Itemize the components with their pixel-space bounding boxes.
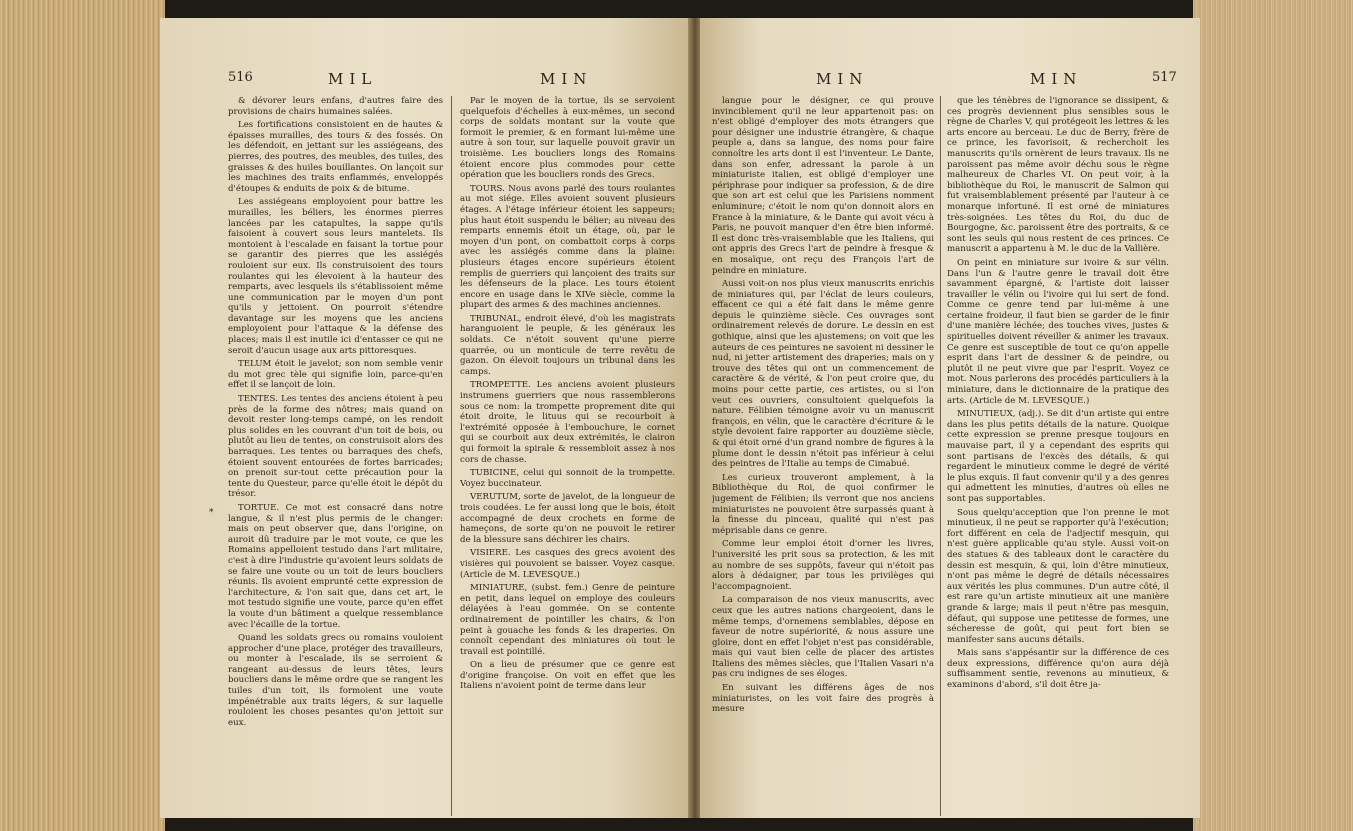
paragraph: Aussi voit-on nos plus vieux manuscrits enrichis de miniatures qui, par l'éclat de leurs couleurs, effacent ce qui a été fait dans le même genre depuis le quinzième siècle. Ces ouvrages sont ordinairement relevés de dorure. Le dessin en est gothique, ainsi que les ajustemens; on voit que les auteurs de ces peintures ne savoient ni dessiner le nud, ni jetter artistement des draperies; mais on y trouve des têtes qui ont un commencement de caractère & de vérité, & l'on peut croire que, du moins pour cette partie, ces artistes, ou si l'on veut ces ouvriers, consultoient quelquefois la nature. Félibien témoigne avoir vu un manuscrit françois, en vélin, que le caractère d'écriture & le style devoient faire rapporter au douzième siècle, & qui étoit orné d'un grand nombre de figures à la plume dont le dessin n'étoit pas inférieur à celui des peintres de l'Italie au temps de Cimabué. <box>712 279 934 470</box>
paragraph: TUBICINE, celui qui sonnoit de la trompette. Voyez buccinateur. <box>460 468 675 489</box>
right-page-edges <box>1193 0 1353 831</box>
running-head-right-1: MIN <box>816 70 869 88</box>
column-rule-right <box>940 96 941 816</box>
left-page-edges <box>0 0 165 831</box>
paragraph: TORTUE. Ce mot est consacré dans notre langue, & il n'est plus permis de le changer: mais on peut observer que, dans l'origine, on auroit dû traduire par le mot voute, ce que les Romains appelloient testudo dans l'art militaire, c'est à dire l'industrie qu'avoient leurs soldats de se faire une voute ou un toit de leurs boucliers réunis. Ils avoient emprunté cette expression de l'architecture, & l'on sait que, dans cet art, le mot testudo signifie une voute, parce qu'en effet la voute d'un bâtiment a quelque ressemblance avec l'écaille de la tortue. <box>228 502 443 630</box>
paragraph: Mais sans s'appésantir sur la différence de ces deux expressions, différence qu'on aura déjà suffisamment sentie, revenons au minutieux, & examinons d'abord, s'il doit être ja- <box>947 648 1169 691</box>
left-column-2 <box>460 96 675 796</box>
paragraph: Les fortifications consistoient en de hautes & épaisses murailles, des tours & des fossés. On les défendoit, en jettant sur les assiégeans, des pierres, des poutres, des meubles, des tuiles, des graisses & des huiles bouillantes. On lançoit sur les machines des traits enflammés, enveloppés d'étoupes & enduits de poix & de bitume. <box>228 120 443 194</box>
paragraph: que les ténèbres de l'ignorance se dissipent, & ces progrès deviennent plus sensibles sous le règne de Charles V, qui protégeoit les lettres & les arts encore au berceau. Le duc de Berry, frère de ce prince, les favorisoit, & recherchoit les manuscrits qu'ils ornèrent de leurs travaux. Ils ne paroissent pas même avoir déchu sous le règne malheureux de Charles VI. On peut voir, à la bibliothèque du Roi, le manuscrit de Salmon qui fut vraisemblablement présenté par l'auteur à ce monarque infortuné. Il est orné de miniatures très-soignées. Les têtes du Roi, du duc de Bourgogne, &c. paroissent être des portraits, & ce sont les seuls qui nous restent de ces princes. Ce manuscrit a appartenu à M. le duc de la Vallière. <box>947 96 1169 255</box>
paragraph: Les curieux trouveront amplement, à la Bibliothèque du Roi, de quoi confirmer le jugement de Félibien; ils verront que nos anciens miniaturistes ne pouvoient être surpassés quant à la finesse du pinceau, qualité qui n'est pas méprisable dans ce genre. <box>712 472 934 536</box>
paragraph: MINUTIEUX, (adj.). Se dit d'un artiste qui entre dans les plus petits détails de la nature. Quoique cette expression se prenne presque toujours en mauvaise part, il y a cependant des esprits qui sont partisans de l'excès des détails, & qui regardent le minutieux comme le degré de vérité le plus exquis. Il faut convenir qu'il y a des genres qui admettent les minuties, d'autres où elles ne sont pas supportables. <box>947 409 1169 504</box>
paragraph: TRIBUNAL, endroit élevé, d'où les magistrats haranguoient le peuple, & les généraux les soldats. Ce n'étoit souvent qu'une pierre quarrée, ou un monticule de terre revêtu de gazon. On élevoit toujours un tribunal dans les camps. <box>460 313 675 377</box>
paragraph: On peint en miniature sur ivoire & sur vélin. Dans l'un & l'autre genre le travail doit être savamment épargné, & l'artiste doit laisser travailler le vélin ou l'ivoire qui lui sert de fond. Comme ce genre tend par lui-même à une certaine froideur, il faut bien se garder de le finir d'une manière léchée; des touches vives, justes & spirituelles doivent réveiller & animer les travaux. Ce genre est susceptible de tout ce qu'on appelle esprit dans l'art de dessiner & de peindre, ou plutôt il ne peut vivre que par l'esprit. Voyez ce mot. Nous parlerons des procédés particuliers à la miniature, dans le dictionnaire de la pratique des arts. (Article de M. LEVESQUE.) <box>947 257 1169 406</box>
column-rule-left <box>451 96 452 816</box>
paragraph: Les assiégeans employoient pour battre les murailles, les béliers, les énormes pierres lancées par les catapultes, la sappe qu'ils faisoient à couvert sous leurs mantelets. Ils montoient à l'escalade en faisant la tortue pour se garantir des pierres que les assiégés rouloient sur eux. Ils construisoient des tours roulantes qui les élevoient à la hauteur des remparts, avec lesquels ils s'établissoient même une communication par le moyen d'un pont qu'ils y jettoient. On pourroit s'étendre davantage sur les moyens que les anciens employoient pour l'attaque & la défense des places; mais il est inutile ici d'entasser ce qui ne seroit d'aucun usage aux arts pittoresques. <box>228 197 443 356</box>
running-head-left-2: MIN <box>540 70 593 88</box>
paragraph: Comme leur emploi étoit d'orner les livres, l'université les prit sous sa protection, & les mit au nombre de ses suppôts, faveur qui n'étoit pas alors à dédaigner, par tous les privilèges qui l'accompagnoient. <box>712 539 934 592</box>
right-page <box>700 18 1200 818</box>
paragraph: On a lieu de présumer que ce genre est d'origine françoise. On voit en effet que les Italiens n'avoient point de terme dans leur <box>460 660 675 692</box>
paragraph: TROMPETTE. Les anciens avoient plusieurs instrumens guerriers que nous rassemblerons sous ce nom: la trompette proprement dite qui étoit droite, le lituus qui se recourboit à l'extrémité opposée à l'embouchure, le cornet qui se courboit aux deux extrémités, le clairon qui formoit la spirale & ressembloit assez à nos cors de chasse. <box>460 380 675 465</box>
running-head-right-2: MIN <box>1030 70 1083 88</box>
paragraph: En suivant les différens âges de nos miniaturistes, on les voit faire des progrès à mesure <box>712 683 934 715</box>
margin-asterisk: * <box>209 508 214 518</box>
page-number-right: 517 <box>1152 70 1177 85</box>
paragraph: langue pour le désigner, ce qui prouve invinciblement qu'il ne leur appartenoit pas: on n'est obligé d'employer des mots étrangers que pour désigner une industrie étrangère, & chaque peuple a, dans sa langue, des noms pour faire connoître les arts dont il est l'inventeur. Le Dante, dans son enfer, adressant la parole à un miniaturiste italien, est obligé d'employer une périphrase pour indiquer sa profession, & de dire que son art est celui que les Parisiens nomment enluminure; c'étoit le nom qu'on donnoit alors en France à la miniature, & le Dante qui avoit vécu à Paris, ne pouvoit manquer d'en être bien informé. Il est donc très-vraisemblable que les Italiens, qui ont appris des Grecs l'art de peindre à fresque & en mosaïque, ont reçu des François l'art de peindre en miniature. <box>712 96 934 276</box>
right-column-1 <box>712 96 934 796</box>
paragraph: TELUM étoit le javelot; son nom semble venir du mot grec tèle qui signifie loin, parce-qu'en effet il se lançoit de loin. <box>228 359 443 391</box>
paragraph: Quand les soldats grecs ou romains vouloient approcher d'une place, protéger des travailleurs, ou monter à l'escalade, ils se serroient & rangeant au-dessus de leurs têtes, leurs boucliers dans le même ordre que se rangent les tuiles d'un toit, ils formoient une voute impénétrable aux traits légers, & sur laquelle rouloient les choses pesantes qu'on jettoit sur eux. <box>228 633 443 728</box>
running-head-left-1: MIL <box>328 70 378 88</box>
right-column-2 <box>947 96 1169 796</box>
paragraph: Par le moyen de la tortue, ils se servoient quelquefois d'échelles à eux-mêmes, un second corps de soldats montant sur la voute que formoit le premier, & en formant lui-même une autre à son tour, sur laquelle pouvoit gravir un troisième. Les boucliers longs des Romains étoient encore plus commodes pour cette opération que les boucliers ronds des Grecs. <box>460 96 675 181</box>
paragraph: TENTES. Les tentes des anciens étoient à peu près de la forme des nôtres; mais quand on devoit rester long-temps campé, on les rendoit plus solides en les couvrant d'un toit de bois, ou plutôt au lieu de tentes, on construisoit alors des barraques. Les tentes ou barraques des chefs, étoient souvent entourées de fortes barricades; on prenoit sur-tout cette précaution pour la tente du Questeur, parce qu'elle étoit le dépôt du trésor. <box>228 394 443 500</box>
left-column-1 <box>228 96 443 796</box>
paragraph: VERUTUM, sorte de javelot, de la longueur de trois coudées. Le fer aussi long que le bois, étoit accompagné de deux crochets en forme de hameçons, de sorte qu'on ne pouvoit le retirer de la blessure sans déchirer les chairs. <box>460 492 675 545</box>
paragraph: & dévorer leurs enfans, d'autres faire des provisions de chairs humaines salées. <box>228 96 443 117</box>
paragraph: Sous quelqu'acception que l'on prenne le mot minutieux, il ne peut se rapporter qu'à l'exécution; fort différent en cela de l'adjectif mesquin, qui n'est guère applicable qu'au style. Aussi voit-on des statues & des tableaux dont le caractère du dessin est mesquin, & qui, loin d'être minutieux, n'ont pas même le degré de détails nécessaires aux vérités les plus communes. D'un autre côté, il est rare qu'un artiste minutieux ait une manière grande & large; mais il peut n'être pas mesquin, défaut, qui suppose une petitesse de formes, une sécheresse de goût, qui peut fort bien se manifester sans aucuns détails. <box>947 507 1169 645</box>
paragraph: VISIERE. Les casques des grecs avoient des visières qui pouvoient se baisser. Voyez casque. (Article de M. LEVESQUE.) <box>460 548 675 580</box>
left-page <box>160 18 690 818</box>
paragraph: La comparaison de nos vieux manuscrits, avec ceux que les autres nations chargeoient, dans le même temps, d'ornemens semblables, dépose en faveur de notre supériorité, & nous assure une gloire, dont en effet l'objet n'est pas considérable, mais qui vaut bien celle de placer des artistes Italiens des mêmes siècles, que l'Italien Vasari n'a pas cru indignes de ses éloges. <box>712 595 934 680</box>
page-number-left: 516 <box>228 70 253 85</box>
paragraph: MINIATURE, (subst. fem.) Genre de peinture en petit, dans lequel on employe des couleurs délayées à l'eau gommée. On se contente ordinairement de pointiller les chairs, & l'on peint à gouache les fonds & les draperies. On connoît cependant des miniatures où tout le travail est pointillé. <box>460 583 675 657</box>
paragraph: TOURS. Nous avons parlé des tours roulantes au mot siége. Elles avoient souvent plusieurs étages. A l'étage inférieur étoient les sappeurs; plus haut étoit suspendu le bélier; au niveau des remparts ennemis étoit un étage, où, par le moyen d'un pont, on combattoit corps à corps avec les assiégés comme dans la plaine: plusieurs étages encore supérieurs étoient remplis de guerriers qui lançoient des traits sur les défenseurs de la place. Les tours étoient encore en usage dans le XIVe siècle, comme la plupart des armes & des machines anciennes. <box>460 183 675 311</box>
